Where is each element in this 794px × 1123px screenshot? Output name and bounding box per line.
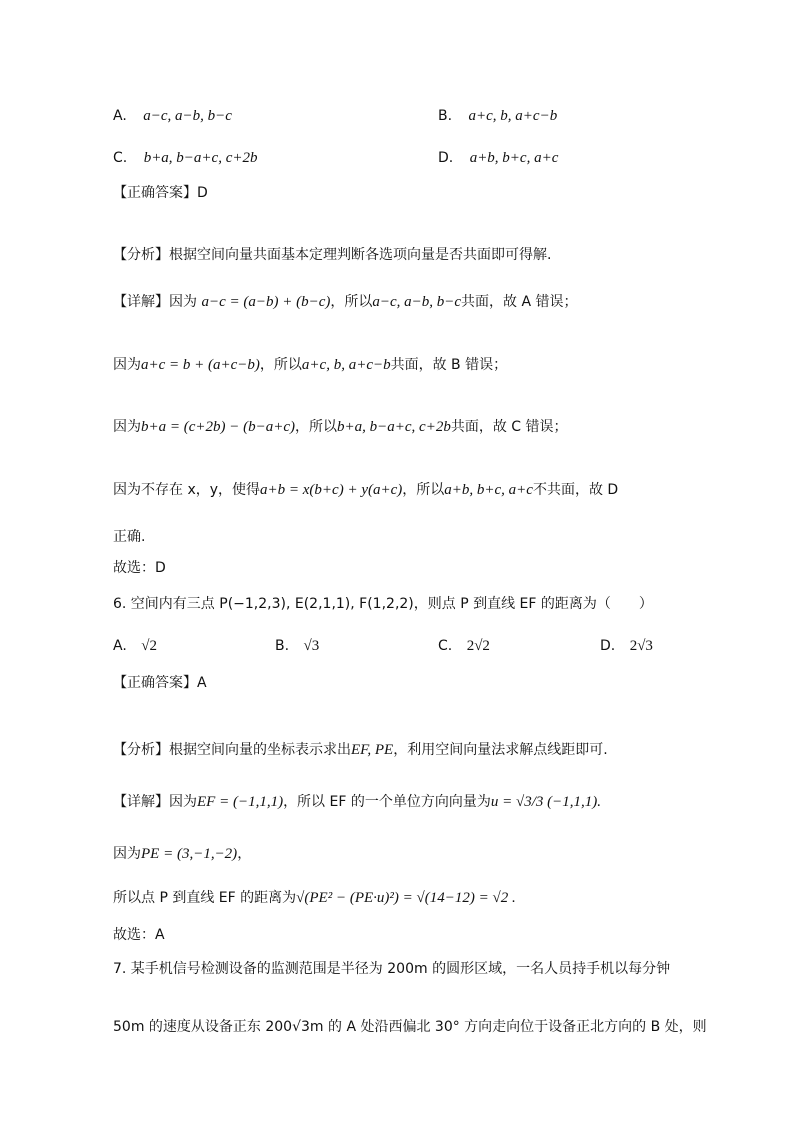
q6-detail-3-pre: 所以点 P 到直线 EF 的距离为 <box>113 890 297 906</box>
q6-detail-2 <box>113 844 694 864</box>
q6-option-c-text: 2√2 <box>466 638 490 654</box>
q5-analysis-text: 根据空间向量共面基本定理判断各选项向量是否共面即可得解. <box>169 247 552 263</box>
q6-analysis-tag: 【分析】 <box>113 742 169 758</box>
q5-option-c <box>113 148 258 168</box>
q5-option-c-label: C. <box>113 150 128 166</box>
q6-option-d-label: D. <box>600 638 616 654</box>
q5-detail-c-pre: 因为 <box>113 419 141 435</box>
q5-detail-c-mid: ，所以 <box>295 419 338 435</box>
q5-detail-b-mid: ，所以 <box>259 357 302 373</box>
q6-option-b-text: √3 <box>303 638 320 654</box>
q5-choose: 故选：D <box>113 560 166 576</box>
q5-detail-c-expr: b+a = (c+2b) − (b−a+c) <box>141 419 296 435</box>
q6-detail-3 <box>113 888 694 908</box>
q5-option-a <box>113 106 232 126</box>
q6-option-b-label: B. <box>275 638 290 654</box>
q5-answer-tag: 【正确答案】 <box>113 185 197 201</box>
q5-answer <box>113 183 694 203</box>
q5-detail-a-expr: a−c = (a−b) + (b−c) <box>201 294 331 310</box>
q5-option-c-text: b+a, b−a+c, c+2b <box>143 150 258 166</box>
q5-option-b-label: B. <box>438 108 453 124</box>
q5-detail-a-vecs: a−c, a−b, b−c <box>372 294 462 310</box>
q5-detail-c-post: 共面，故 C 错误； <box>450 419 568 435</box>
q5-detail-c <box>113 417 694 437</box>
q6-detail-1 <box>113 792 694 812</box>
q5-detail-d-post: 不共面，故 D <box>532 482 619 498</box>
q6-option-d-text: 2√3 <box>629 638 653 654</box>
q6-option-c-label: C. <box>438 638 453 654</box>
q5-option-a-label: A. <box>113 108 127 124</box>
q5-option-d-label: D. <box>438 150 454 166</box>
q5-detail-a-mid: ，所以 <box>330 294 373 310</box>
q6-option-d <box>600 636 653 656</box>
q5-detail-b-pre: 因为 <box>113 357 141 373</box>
q6-analysis-post: ，利用空间向量法求解点线距即可. <box>393 742 608 758</box>
q5-detail-b-post: 共面，故 B 错误； <box>390 357 508 373</box>
q6-detail-2-post: ， <box>237 846 252 862</box>
q6-choose: 故选：A <box>113 927 165 943</box>
q5-detail-d-mid: ，所以 <box>402 482 445 498</box>
q5-detail-d-end: 正确. <box>113 529 146 545</box>
q5-option-b-text: a+c, b, a+c−b <box>468 108 558 124</box>
q6-detail-1-expr2: u = √3/3 (−1,1,1). <box>490 794 602 810</box>
q5-detail-d <box>113 480 694 500</box>
q5-answer-value: D <box>197 185 208 201</box>
q7-line-1: 7. 某手机信号检测设备的监测范围是半径为 200m 的圆形区域，一名人员持手机以每分钟 <box>113 961 671 977</box>
q6-answer-value: A <box>197 675 207 691</box>
q7-line-2: 50m 的速度从设备正东 200√3m 的 A 处沿西偏北 30° 方向走向位于设备正北方向的 B 处，则 <box>113 1019 707 1035</box>
q5-analysis-tag: 【分析】 <box>113 247 169 263</box>
q6-option-b <box>275 636 319 656</box>
q6-answer-tag: 【正确答案】 <box>113 675 197 691</box>
q6-analysis <box>113 740 694 760</box>
q6-option-a <box>113 636 157 656</box>
q5-detail-b-vecs: a+c, b, a+c−b <box>301 357 391 373</box>
q5-detail-a-pre: 因为 <box>169 294 197 310</box>
q5-detail-b-expr: a+c = b + (a+c−b) <box>141 357 260 373</box>
q6-detail-2-pre: 因为 <box>113 846 141 862</box>
q6-option-c <box>438 636 490 656</box>
q5-detail-a-post: 共面，故 A 错误； <box>461 294 578 310</box>
q6-answer <box>113 673 694 693</box>
q5-option-b <box>438 106 557 126</box>
q5-analysis <box>113 245 694 265</box>
q6-detail-1-pre: 因为 <box>169 794 197 810</box>
q5-detail-d-vecs: a+b, b+c, a+c <box>444 482 533 498</box>
q6-stem: 6. 空间内有三点 P(−1,2,3), E(2,1,1), F(1,2,2)，则点 P 到直线 EF 的距离为（ ） <box>113 596 653 612</box>
q6-detail-3-expr: √(PE² − (PE·u)²) = √(14−12) = √2 . <box>296 890 516 906</box>
q6-analysis-vecs: EF, PE <box>351 742 394 758</box>
q6-option-a-text: √2 <box>141 638 157 654</box>
q6-detail-1-mid: ，所以 EF 的一个单位方向向量为 <box>283 794 491 810</box>
q6-detail-2-expr: PE = (3,−1,−2) <box>141 846 238 862</box>
q5-detail-tag: 【详解】 <box>113 294 169 310</box>
q5-detail-b <box>113 355 694 375</box>
q5-option-a-text: a−c, a−b, b−c <box>143 108 232 124</box>
q5-option-d <box>438 148 558 168</box>
q5-detail-d-expr: a+b = x(b+c) + y(a+c) <box>260 482 403 498</box>
q6-analysis-pre: 根据空间向量的坐标表示求出 <box>169 742 351 758</box>
q6-detail-tag: 【详解】 <box>113 794 169 810</box>
q6-detail-1-expr: EF = (−1,1,1) <box>197 794 284 810</box>
q5-detail-d-pre: 因为不存在 x，y，使得 <box>113 482 261 498</box>
q5-detail-c-vecs: b+a, b−a+c, c+2b <box>337 419 451 435</box>
q5-option-d-text: a+b, b+c, a+c <box>469 150 559 166</box>
q5-detail-a <box>113 292 694 312</box>
q6-option-a-label: A. <box>113 638 127 654</box>
